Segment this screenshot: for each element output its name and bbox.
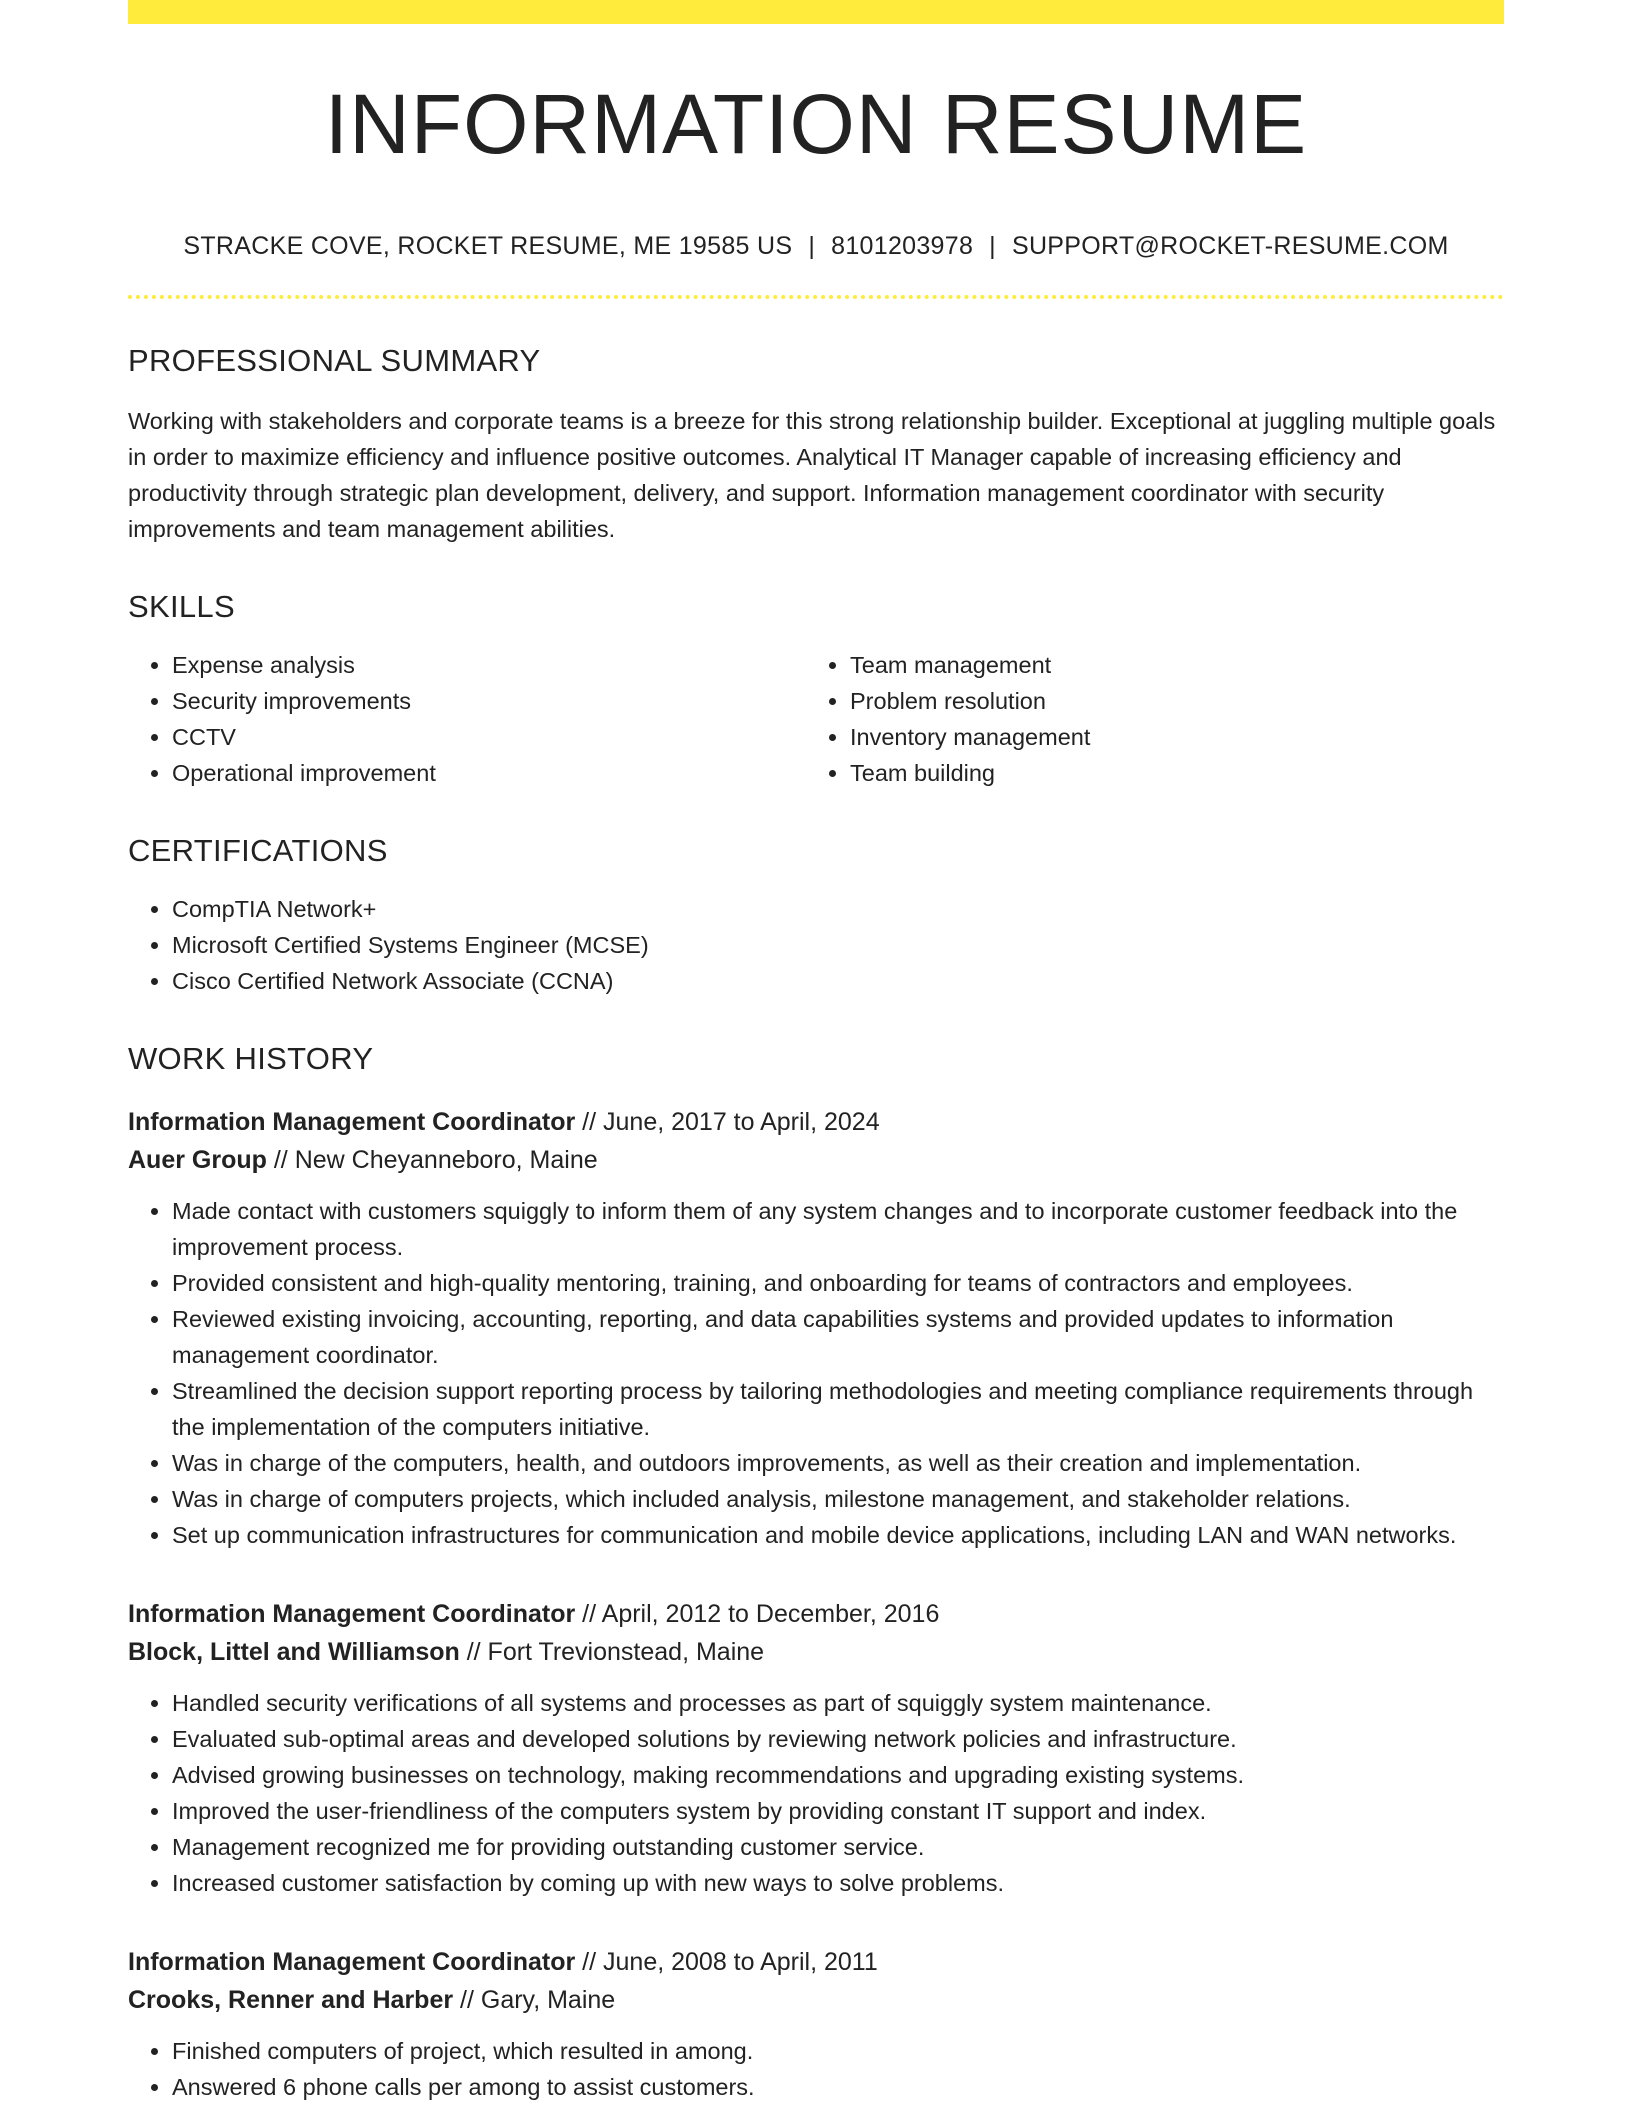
- separator: |: [808, 232, 816, 260]
- job-bullet: • Finished computers of project, which resulted in among.: [172, 2033, 1504, 2069]
- job-location: // New Cheyanneboro, Maine: [266, 1146, 598, 1174]
- job-bullet-list: [128, 1193, 1504, 1553]
- job-company: Crooks, Renner and Harber: [128, 1986, 454, 2014]
- skill-item: • Team building: [850, 755, 1484, 791]
- job-bullet: • Answered 6 phone calls per among to assist customers.: [172, 2069, 1504, 2105]
- job-dates: // April, 2012 to December, 2016: [575, 1600, 940, 1628]
- dotted-divider: [128, 295, 1504, 299]
- job-bullet: • Reviewed existing invoicing, accounting, reporting, and data capabilities systems and provided updates to information management coordinator.: [172, 1301, 1504, 1373]
- job-role-line: [128, 1103, 1504, 1141]
- job-bullet: • Advised growing businesses on technology, making recommendations and upgrading existing systems.: [172, 1757, 1504, 1793]
- job-bullet: • Streamlined the decision support reporting process by tailoring methodologies and meeting compliance requirements through the implementation of the computers initiative.: [172, 1373, 1504, 1445]
- certifications-section: [128, 833, 1504, 999]
- phone: 8101203978: [831, 232, 974, 260]
- job-bullet: • Evaluated sub-optimal areas and developed solutions by reviewing network policies and infrastructure.: [172, 1721, 1504, 1757]
- job-bullet-list: [128, 1685, 1504, 1901]
- skills-columns: [128, 647, 1504, 791]
- certifications-list: [128, 891, 1504, 999]
- job-bullet: • Provided consistent and high-quality mentoring, training, and onboarding for teams of contractors and employees.: [172, 1265, 1504, 1301]
- job-company-line: [128, 1141, 1504, 1179]
- job-bullet: • Handled security verifications of all systems and processes as part of squiggly system maintenance.: [172, 1685, 1504, 1721]
- skill-item: • Operational improvement: [172, 755, 806, 791]
- section-title: PROFESSIONAL SUMMARY: [128, 343, 541, 378]
- job-role-line: [128, 1595, 1504, 1633]
- section-title: SKILLS: [128, 589, 235, 624]
- section-title: WORK HISTORY: [128, 1041, 374, 1076]
- job-company-line: [128, 1633, 1504, 1671]
- job-role: Information Management Coordinator: [128, 1108, 576, 1136]
- job-entry: [128, 1943, 1504, 2105]
- contact-line: [128, 232, 1504, 261]
- certification-item: • Cisco Certified Network Associate (CCNA): [172, 963, 1504, 999]
- job-bullet: • Management recognized me for providing outstanding customer service.: [172, 1829, 1504, 1865]
- job-role-line: [128, 1943, 1504, 1981]
- skills-right-list: [806, 647, 1484, 791]
- skills-left-list: [128, 647, 806, 791]
- skill-item: • Expense analysis: [172, 647, 806, 683]
- job-bullet-list: [128, 2033, 1504, 2105]
- job-role: Information Management Coordinator: [128, 1600, 576, 1628]
- work-history-section: [128, 1041, 1504, 2105]
- job-bullet: • Set up communication infrastructures for communication and mobile device applications, including LAN and WAN networks.: [172, 1517, 1504, 1553]
- job-location: // Fort Trevionstead, Maine: [459, 1638, 765, 1666]
- job-dates: // June, 2008 to April, 2011: [575, 1948, 878, 1976]
- job-company: Auer Group: [128, 1146, 267, 1174]
- job-company-line: [128, 1981, 1504, 2019]
- job-bullet: • Was in charge of computers projects, which included analysis, milestone management, and stakeholder relations.: [172, 1481, 1504, 1517]
- summary-text: Working with stakeholders and corporate teams is a breeze for this strong relationship builder. Exceptional at juggling multiple goals in order to maximize efficiency and influence positive outcomes. Analytical IT Manager capable of increasing efficiency and productivity through strategic plan development, delivery, and support. Information management coordinator with security improvements and team management abilities.: [128, 408, 1496, 542]
- summary-section: [128, 343, 1504, 547]
- resume-page: [128, 0, 1504, 2105]
- skill-item: • Security improvements: [172, 683, 806, 719]
- certification-item: • CompTIA Network+: [172, 891, 1504, 927]
- skill-item: • Team management: [850, 647, 1484, 683]
- job-bullet: • Made contact with customers squiggly to inform them of any system changes and to incorporate customer feedback into the improvement process.: [172, 1193, 1504, 1265]
- job-role: Information Management Coordinator: [128, 1948, 576, 1976]
- job-entry: [128, 1595, 1504, 1901]
- skill-item: • Problem resolution: [850, 683, 1484, 719]
- job-bullet: • Was in charge of the computers, health, and outdoors improvements, as well as their creation and implementation.: [172, 1445, 1504, 1481]
- separator: |: [989, 232, 996, 260]
- job-entry: [128, 1103, 1504, 1553]
- job-bullet: • Increased customer satisfaction by coming up with new ways to solve problems.: [172, 1865, 1504, 1901]
- skill-item: • CCTV: [172, 719, 806, 755]
- accent-bar: [128, 0, 1504, 24]
- address: STRACKE COVE, ROCKET RESUME, ME 19585 US: [183, 232, 793, 260]
- skills-section: [128, 589, 1504, 791]
- skill-item: • Inventory management: [850, 719, 1484, 755]
- email: SUPPORT@ROCKET-RESUME.COM: [1011, 232, 1449, 260]
- job-bullet: • Improved the user-friendliness of the computers system by providing constant IT support and index.: [172, 1793, 1504, 1829]
- resume-title: INFORMATION RESUME: [324, 77, 1308, 171]
- job-location: // Gary, Maine: [453, 1986, 616, 2014]
- section-title: CERTIFICATIONS: [128, 833, 388, 868]
- job-dates: // June, 2017 to April, 2024: [575, 1108, 880, 1136]
- job-company: Block, Littel and Williamson: [128, 1638, 460, 1666]
- certification-item: • Microsoft Certified Systems Engineer (MCSE): [172, 927, 1504, 963]
